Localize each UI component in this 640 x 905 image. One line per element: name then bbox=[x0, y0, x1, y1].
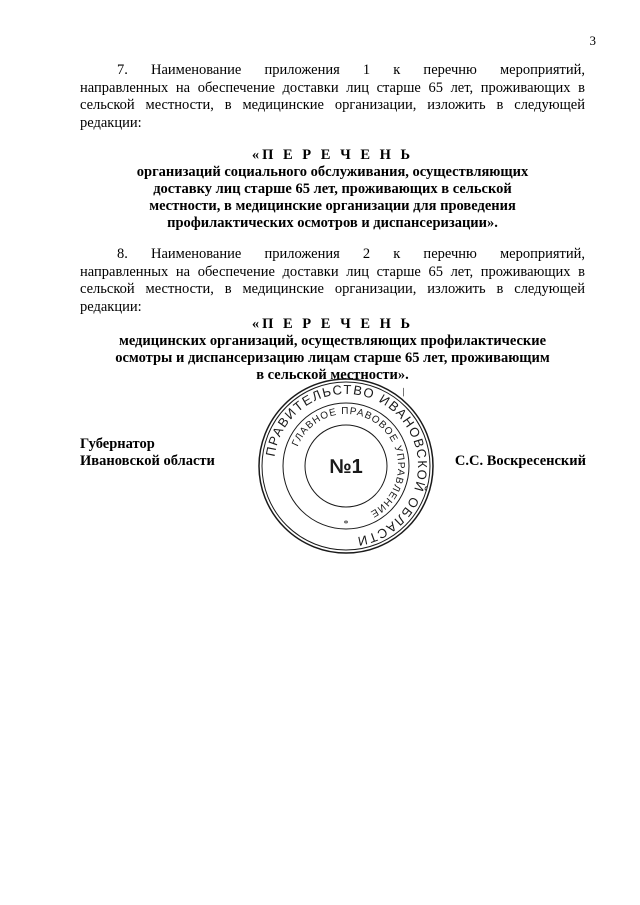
list-1-line-3: местности, в медицинские организации для проведения bbox=[149, 198, 516, 214]
position-line-1: Губернатор bbox=[80, 436, 155, 452]
seal-outer-text: ПРАВИТЕЛЬСТВО ИВАНОВСКОЙ ОБЛАСТИ bbox=[262, 381, 431, 550]
seal-star-icon: * bbox=[343, 519, 349, 530]
seal-number: №1 bbox=[329, 456, 363, 478]
list-2-line-1: медицинских организаций, осуществляющих профилактические bbox=[118, 333, 547, 349]
official-seal bbox=[257, 377, 435, 555]
list-2-line-2: осмотры и диспансеризацию лицам старше 65 лет, проживающим bbox=[115, 350, 550, 366]
signatory-name: С.С. Воскресенский bbox=[454, 453, 586, 469]
seal-inner-text: ГЛАВНОЕ ПРАВОВОЕ УПРАВЛЕНИЕ bbox=[290, 405, 407, 520]
item-8-first-line: 8. Наименование приложения 2 к перечню мероприятий, bbox=[117, 246, 585, 262]
position-line-2: Ивановской области bbox=[80, 453, 215, 469]
page-number: 3 bbox=[589, 33, 596, 48]
pen-mark: / bbox=[399, 384, 408, 400]
list-2-title: «П Е Р Е Ч Е Н Ь bbox=[251, 316, 414, 332]
signatory-position bbox=[80, 436, 215, 470]
list-1-line-1: организаций социального обслуживания, осуществляющих bbox=[136, 164, 529, 180]
list-1-line-2: доставку лиц старше 65 лет, проживающих в сельской bbox=[153, 181, 512, 197]
list-1-line-4: профилактических осмотров и диспансеризации». bbox=[167, 215, 498, 231]
item-8-rest: направленных на обеспечение доставки лиц старше 65 лет, проживающих в сельской местности, в медицинские организации, изложить в следующей редакции: bbox=[80, 263, 585, 315]
list-1-heading bbox=[80, 147, 585, 232]
item-8-paragraph bbox=[80, 246, 585, 316]
item-7-rest: направленных на обеспечение доставки лиц старше 65 лет, проживающих в сельской местности, в медицинские организации, изложить в следующей редакции: bbox=[80, 79, 585, 131]
item-7-first-line: 7. Наименование приложения 1 к перечню мероприятий, bbox=[117, 62, 585, 78]
list-1-title: «П Е Р Е Ч Е Н Ь bbox=[251, 147, 414, 163]
list-2-heading bbox=[80, 316, 585, 384]
item-7-paragraph bbox=[80, 62, 585, 132]
list-2-line-3: в сельской местности». bbox=[256, 367, 409, 383]
